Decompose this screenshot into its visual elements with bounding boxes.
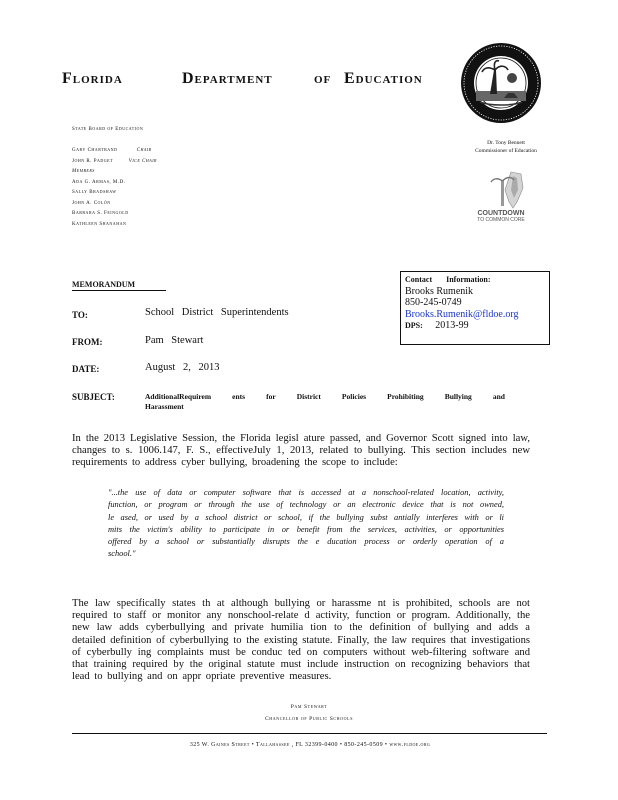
body-paragraph-1: In the 2013 Legislative Session, the Florida legisl ature passed, and Governor Scott signed into law, changes to s. 1006.147, F. S., effectiveJuly 1, 2013, related to bullying. This section includes new requirements to address cyber bullying, broadening the scope to include: (72, 433, 530, 469)
from-label: FROM: (72, 337, 103, 347)
footer-address: 325 W. Gaines Street • Tallahassee , FL 32399-0400 • 850-245-0509 • www.fldoe.org (189, 742, 431, 748)
memorandum-heading: MEMORANDUM (72, 280, 166, 291)
board-member: Sally Bradshaw (72, 190, 117, 195)
board-member: Kathleen Shanahan (72, 221, 127, 227)
contact-email-link[interactable]: Brooks.Rumenik@fldoe.org (405, 308, 519, 320)
date-value: August 2, 2013 (145, 362, 220, 373)
dps-label: DPS: (405, 321, 423, 330)
from-value: Pam Stewart (145, 335, 204, 346)
countdown-sub: TO COMMON CORE (477, 217, 525, 223)
signature-title: Chancellor of Public Schools (264, 716, 354, 722)
commissioner-name: Dr. Tony Bennett (487, 140, 525, 146)
contact-name: Brooks Rumenik (405, 285, 474, 297)
footer-divider (72, 733, 547, 734)
to-value: School District Superintendents (145, 307, 289, 318)
commissioner-title: Commissioner of Education (475, 148, 537, 154)
state-seal-icon (460, 42, 542, 124)
title-word-of: of (314, 70, 332, 87)
board-member: Ada G. Armas, M.D. (72, 179, 126, 185)
body-paragraph-2: The law specifically states th at although bullying or harassme nt is prohibited, schools are not required to staff or monitor any nonschool-relate d activity, function or program. Additionally, the new law adds cyberbullying and private humilia tion to the definition of bullying and adds a detailed definition of cyberbullying to the existing statute. Finally, the law requires that investigations of cyberbully ing complaints must be conduc ted on computers without web-filtering software and that training required by the original statute must include instruction on recognizing behaviors that lead to bullying and on appr opriate preventive measures. (72, 598, 530, 683)
title-word-department: Department (182, 70, 273, 87)
board-member: John R. Padget Vice Chair (72, 158, 157, 164)
countdown-logo-text (463, 210, 539, 224)
date-label: DATE: (72, 364, 100, 374)
board-member: John A. Colón (72, 200, 111, 206)
contact-phone: 850-245-0749 (405, 297, 462, 308)
body-quote: "...the use of data or computer software that is accessed at a nonschool-related location, activity, function, or program or through the use of technology or an electronic device that is not owned, le ased, or used by a school district or school, if the bullying subst antially interferes with or li mits the victim's ability to participate in or benefit from the services, activities, or opportunities offered by a school or substantially disrupts the e ducation process or orderly operation of a school." (108, 488, 504, 559)
to-label: TO: (72, 310, 88, 320)
countdown-main: COUNTDOWN (477, 210, 525, 217)
signature-name: Pam Stewart (290, 704, 328, 710)
board-heading: State Board of Education (72, 127, 144, 132)
board-member-list (72, 147, 157, 231)
contact-info-box (400, 271, 550, 345)
board-member: Barbara S. Feingold (72, 211, 129, 216)
contact-label: Contact Information: (405, 275, 491, 284)
board-member: Members (72, 169, 95, 174)
subject-value: AdditionalRequirem ents for District Policies Prohibiting Bullying and Harassment (145, 392, 505, 411)
title-word-education: Education (344, 70, 423, 87)
board-member: Gary Chartrand Chair (72, 148, 152, 153)
commissioner-block (466, 139, 546, 155)
subject-label: SUBJECT: (72, 392, 115, 402)
title-word-florida: Florida (62, 70, 123, 87)
dps-value: 2013-99 (435, 320, 469, 331)
department-title (62, 70, 423, 88)
